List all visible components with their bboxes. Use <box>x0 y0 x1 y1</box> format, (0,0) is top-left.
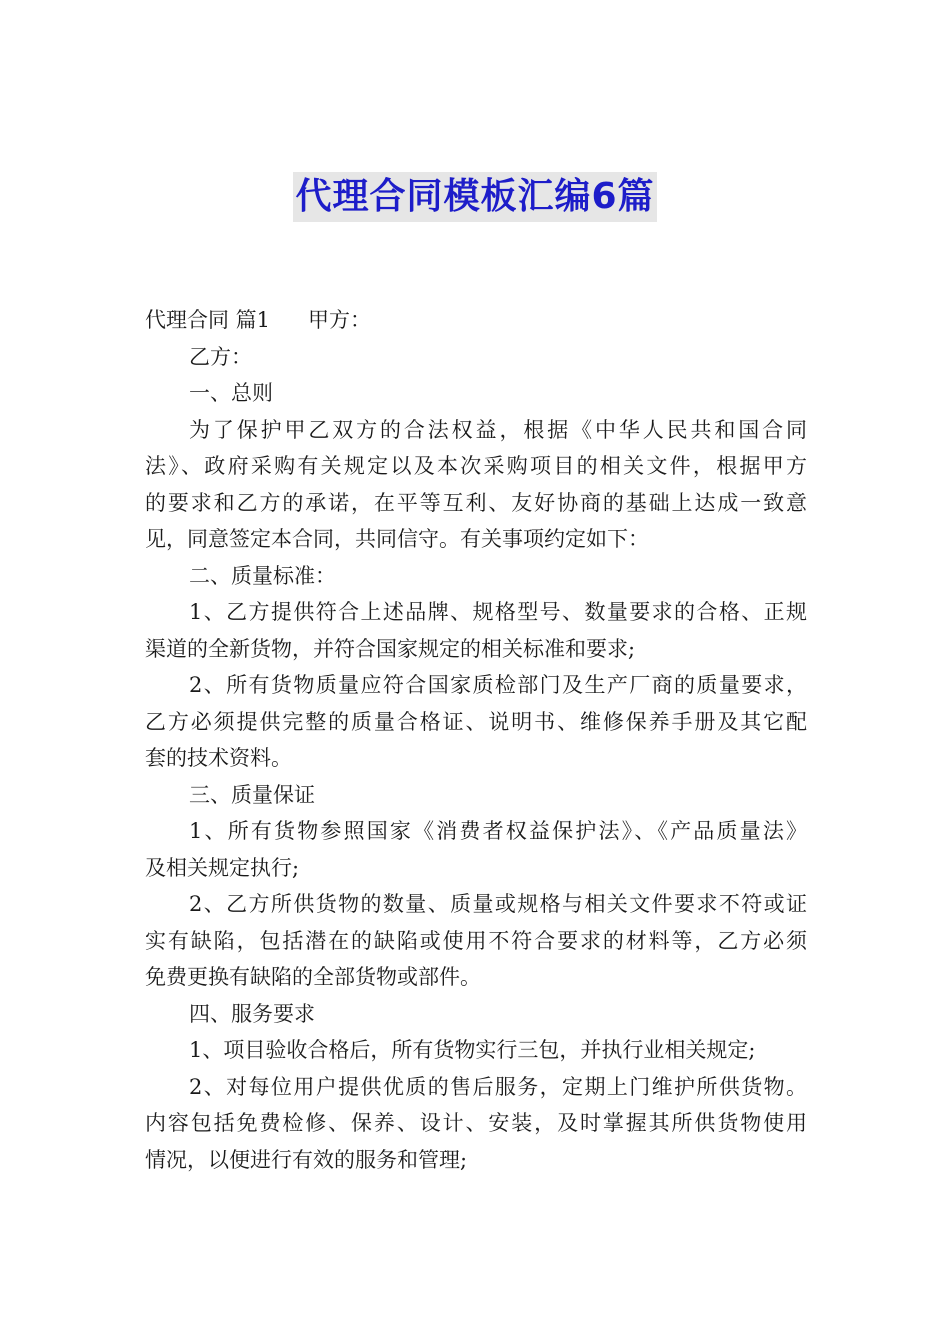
paragraph-line: 乙方必须提供完整的质量合格证、说明书、维修保养手册及其它配 <box>145 709 807 734</box>
paragraph-line: 为了保护甲乙双方的合法权益，根据《中华人民共和国合同 <box>189 417 807 442</box>
paragraph-line: 2、对每位用户提供优质的售后服务，定期上门维护所供货物。 <box>189 1074 807 1099</box>
section-heading: 四、服务要求 <box>189 1001 315 1026</box>
paragraph-line: 1、乙方提供符合上述品牌、规格型号、数量要求的合格、正规 <box>189 600 807 624</box>
paragraph-line: 内容包括免费检修、保养、设计、安装，及时掌握其所供货物使用 <box>145 1111 807 1135</box>
document-body <box>145 302 807 1178</box>
section-label: 代理合同 篇1 <box>145 308 271 332</box>
paragraph-line: 2、所有货物质量应符合国家质检部门及生产厂商的质量要求， <box>189 673 807 697</box>
paragraph-line: 实有缺陷，包括潜在的缺陷或使用不符合要求的材料等，乙方必须 <box>145 928 807 953</box>
heading-line <box>145 302 807 339</box>
paragraph-line: 见，同意签定本合同，共同信守。有关事项约定如下： <box>145 527 649 551</box>
section-heading: 三、质量保证 <box>189 782 315 807</box>
paragraph-line: 套的技术资料。 <box>145 746 292 770</box>
paragraph-line: 免费更换有缺陷的全部货物或部件。 <box>145 965 481 989</box>
paragraph-line: 及相关规定执行; <box>145 855 300 880</box>
document-title: 代理合同模板汇编6篇 <box>293 172 656 222</box>
paragraph-line: 渠道的全新货物，并符合国家规定的相关标准和要求; <box>145 636 636 661</box>
paragraph-line: 法》、政府采购有关规定以及本次采购项目的相关文件，根据甲方 <box>145 454 807 478</box>
paragraph-line: 情况，以便进行有效的服务和管理; <box>145 1147 468 1172</box>
party-b-label: 乙方： <box>189 344 252 369</box>
paragraph-line: 1、所有货物参照国家《消费者权益保护法》、《产品质量法》 <box>189 819 807 843</box>
paragraph-line: 2、乙方所供货物的数量、质量或规格与相关文件要求不符或证 <box>189 892 807 916</box>
title-container <box>0 172 950 222</box>
party-a-label: 甲方： <box>308 308 372 332</box>
section-heading: 二、质量标准： <box>189 563 336 588</box>
paragraph-line: 1、项目验收合格后，所有货物实行三包，并执行业相关规定; <box>189 1038 756 1062</box>
section-heading: 一、总则 <box>189 381 273 405</box>
paragraph-line: 的要求和乙方的承诺，在平等互利、友好协商的基础上达成一致意 <box>145 490 807 515</box>
